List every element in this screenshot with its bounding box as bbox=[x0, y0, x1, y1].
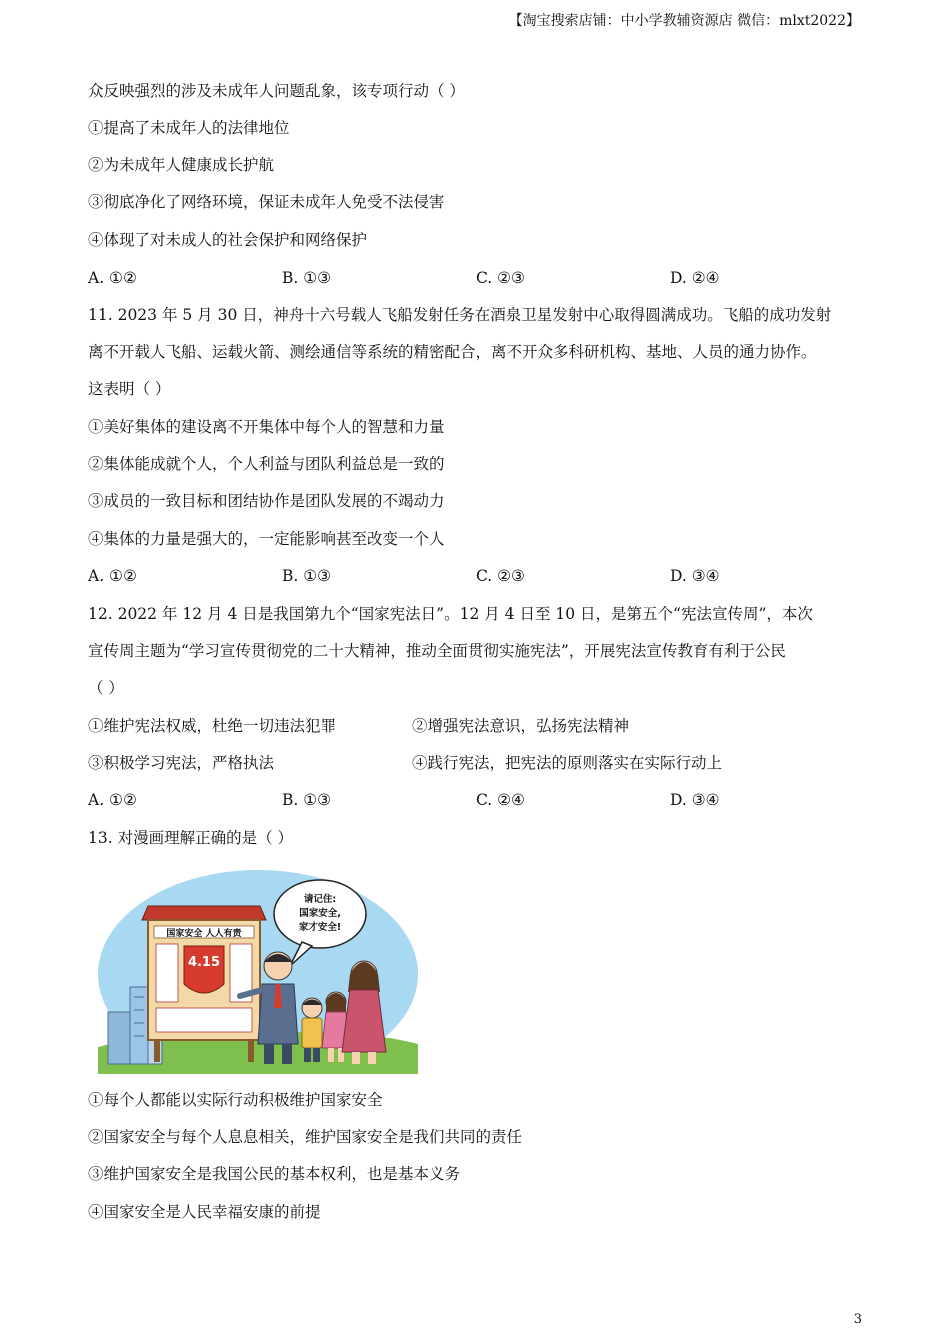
q13-stem: 13. 对漫画理解正确的是（ ） bbox=[88, 829, 294, 847]
q10-statement-3: ③彻底净化了网络环境，保证未成年人免受不法侵害 bbox=[88, 193, 445, 211]
poster-date: 4.15 bbox=[187, 955, 221, 970]
q12-stem-line-1: 12. 2022 年 12 月 4 日是我国第九个“国家宪法日”。12 月 4 日至 10 日，是第五个“宪法宣传周”，本次 bbox=[88, 605, 813, 623]
q12-statement-1: ①维护宪法权威，杜绝一切违法犯罪 bbox=[88, 717, 337, 735]
q12-stem-line-3: （ ） bbox=[88, 679, 124, 697]
q10-option-b: B. ①③ bbox=[282, 269, 332, 287]
q10-option-d: D. ②④ bbox=[670, 269, 720, 287]
q10-option-c: C. ②③ bbox=[476, 269, 525, 287]
q12-statement-3: ③积极学习宪法，严格执法 bbox=[88, 754, 275, 772]
national-security-cartoon bbox=[90, 862, 420, 1074]
q11-option-c: C. ②③ bbox=[476, 567, 525, 585]
q11-statement-1: ①美好集体的建设离不开集体中每个人的智慧和力量 bbox=[88, 418, 445, 436]
q13-statement-3: ③维护国家安全是我国公民的基本权利，也是基本义务 bbox=[88, 1165, 461, 1183]
q10-statement-1: ①提高了未成年人的法律地位 bbox=[88, 119, 290, 137]
q11-stem-line-1: 11. 2023 年 5 月 30 日，神舟十六号载人飞船发射任务在酒泉卫星发射中心取得圆满成功。飞船的成功发射 bbox=[88, 306, 832, 324]
q12-statement-4: ④践行宪法，把宪法的原则落实在实际行动上 bbox=[412, 754, 723, 772]
q12-statement-2: ②增强宪法意识，弘扬宪法精神 bbox=[412, 717, 630, 735]
q10-statement-2: ②为未成年人健康成长护航 bbox=[88, 156, 275, 174]
q13-statement-1: ①每个人都能以实际行动积极维护国家安全 bbox=[88, 1091, 383, 1109]
q12-stem-line-2: 宣传周主题为“学习宣传贯彻党的二十大精神，推动全面贯彻实施宪法”，开展宪法宣传教育有利于公民 bbox=[88, 642, 786, 660]
page-number: 3 bbox=[853, 1312, 862, 1327]
speech-line-3: 家才安全! bbox=[298, 922, 342, 933]
q11-option-d: D. ③④ bbox=[670, 567, 720, 585]
q11-statement-4: ④集体的力量是强大的，一定能影响甚至改变一个人 bbox=[88, 530, 445, 548]
notice-board bbox=[142, 906, 266, 1062]
q12-option-d: D. ③④ bbox=[670, 791, 720, 809]
speech-line-2: 国家安全, bbox=[299, 908, 341, 919]
q13-statement-2: ②国家安全与每个人息息相关，维护国家安全是我们共同的责任 bbox=[88, 1128, 523, 1146]
q13-statement-4: ④国家安全是人民幸福安康的前提 bbox=[88, 1203, 321, 1221]
q10-statement-4: ④体现了对未成人的社会保护和网络保护 bbox=[88, 231, 368, 249]
q11-option-a: A. ①② bbox=[88, 567, 137, 585]
q11-stem-line-2: 离不开载人飞船、运载火箭、测绘通信等系统的精密配合，离不开众多科研机构、基地、人员的通力协作。 bbox=[88, 343, 817, 361]
q11-statement-2: ②集体能成就个人，个人利益与团队利益总是一致的 bbox=[88, 455, 445, 473]
speech-line-1: 请记住: bbox=[303, 894, 337, 905]
q12-option-b: B. ①③ bbox=[282, 791, 332, 809]
q12-option-a: A. ①② bbox=[88, 791, 137, 809]
q11-statement-3: ③成员的一致目标和团结协作是团队发展的不竭动力 bbox=[88, 492, 445, 510]
q12-option-c: C. ②④ bbox=[476, 791, 525, 809]
q11-stem-line-3: 这表明（ ） bbox=[88, 380, 171, 398]
board-title: 国家安全 人人有责 bbox=[166, 929, 242, 939]
q11-option-b: B. ①③ bbox=[282, 567, 332, 585]
page-header: 【淘宝搜索店铺：中小学教辅资源店 微信：mlxt2022】 bbox=[508, 13, 860, 29]
q10-option-a: A. ①② bbox=[88, 269, 137, 287]
q10-stem-tail: 众反映强烈的涉及未成年人问题乱象，该专项行动（ ） bbox=[88, 82, 465, 100]
